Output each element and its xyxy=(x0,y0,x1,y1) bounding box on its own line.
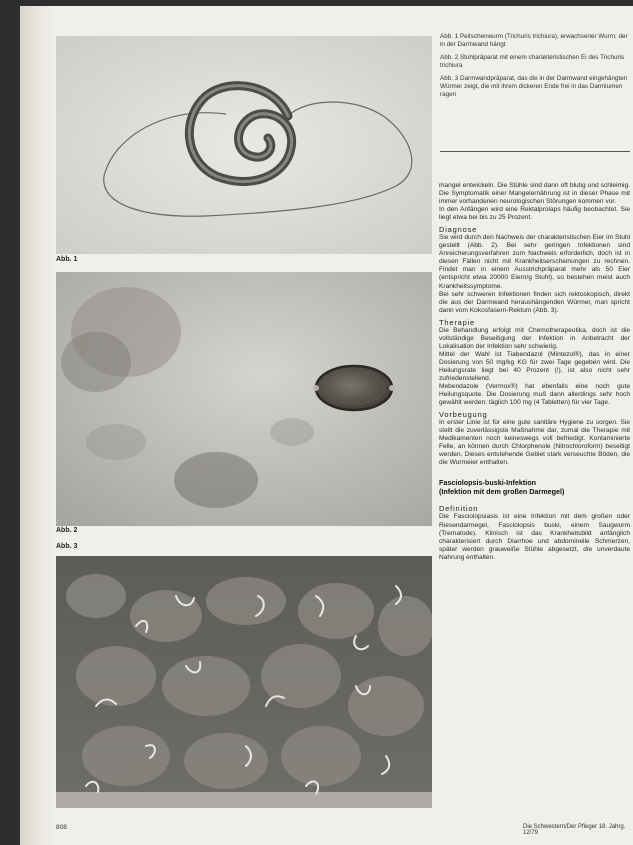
intestinal-wall-photo xyxy=(56,556,432,808)
figure-1-photo xyxy=(56,36,432,254)
whipworm-illustration xyxy=(56,36,432,254)
paragraph: In den Anfängen wird eine Rektalprolaps häufig beobachtet. Sie liegt etwa bei bis zu 25 Prozent. xyxy=(439,206,630,222)
figure-1-label: Abb. 1 xyxy=(56,256,78,263)
journal-footer: Die Schwestern/Der Pfleger 18. Jahrg. 12/79 xyxy=(523,824,626,836)
page-number: 808 xyxy=(56,824,67,831)
paragraph: Mittel der Wahl ist Tiabendazol (Mintezol®), das in einer Dosierung von 50 mg/kg KG für zwei Tage gegeben wird. Die Heilungsrate liegt bei 40 Prozent (!), ist also nicht sehr zufriedenstellend. xyxy=(439,350,630,382)
figure-3-photo xyxy=(56,556,432,808)
section-title: Fasciolopsis-buski-Infektion (Infektion mit dem großen Darmegel) xyxy=(439,478,565,496)
paragraph: Mebendazole (Vermox®) hat ebenfalls eine noch gute Heilungsquote. Die Dosierung muß dann allerdings sehr hoch gewählt werden: täglich 100 mg (4 Tabletten) für vier Tage. xyxy=(439,383,630,407)
figure-2-label: Abb. 2 xyxy=(56,527,78,534)
caption-2: Abb. 2 Stuhlpräparat mit einem charakteristischen Ei des Trichuris trichiura xyxy=(440,54,625,69)
heading-vorbeugung: Vorbeugung xyxy=(439,410,488,420)
figure-2-photo xyxy=(56,272,432,526)
paragraph: Die Fasciolopsiasis ist eine Infektion mit dem großen oder Riesendarmegel, Fasciolopsis buski, einem Saugwurm (Trematode). Klinisch ist das Krankheitsbild anfänglich charakterisiert durch Diarrhoe und abdominelle Schmerzen, später werden grauweiße Stühle abgesetzt, die unverdaute Nahrung enthalten. xyxy=(439,513,630,561)
page-gutter xyxy=(20,6,54,845)
article-column xyxy=(439,182,630,562)
paragraph: mangel entwickeln. Die Stühle sind dann oft blutig und schleimig. Die Symptomatik einer Mangelernährung ist in dieser Phase mit immer vorhandenen neurologischen Störungen kommen vor. xyxy=(439,182,630,206)
figure-3-label: Abb. 3 xyxy=(56,543,78,550)
heading-diagnose: Diagnose xyxy=(439,225,478,235)
paragraph: In erster Linie ist für eine gute sanitäre Hygiene zu sorgen. Sie stellt die zuverlässigste Maßnahme dar, zumal die Therapie mit Medikamenten noch keineswegs voll befriedigt. Kontaminierte Felle, an können durch Chlorphenole (Nitrochloroform) beseitigt werden. Dieses entstehende Gebiet stark verseuchte Böden, die die Wurmeier enthalten. xyxy=(439,419,630,467)
heading-definition: Definition xyxy=(439,504,479,514)
paragraph: Bei sehr schweren Infektionen finden sich rektoskopisch, direkt die aus der Darmwand heraushängenden Würmer, man spricht dann vom Kokosfasern-Rektum (Abb. 3). xyxy=(439,290,630,314)
caption-3: Abb. 3 Darmwandpräparat, das die in der Darmwand eingehängten Würmer zeigt, die mit ihrem dickeren Ende frei in das Darmlumen ragen xyxy=(440,75,628,98)
paragraph: Die Behandlung erfolgt mit Chemotherapeutika, doch ist die vollständige Beseitigung der Infektion in Anbetracht der Lokalisation der Infektion sehr schwierig. xyxy=(439,326,630,350)
egg-micrograph xyxy=(56,272,432,526)
book-page xyxy=(20,6,633,845)
figure-captions xyxy=(440,33,630,104)
heading-therapie: Therapie xyxy=(439,317,476,327)
caption-1: Abb. 1 Peitschenwurm (Trichuris trichiura), erwachsener Wurm; der in der Darmwand hängt xyxy=(440,33,628,48)
paragraph: Sie wird durch den Nachweis der charakteristischen Eier im Stuhl gestellt (Abb. 2). Bei sehr geringen Infektionen sind Anreicherungsverfahren zum Nachweis erforderlich, doch ist in diesen Fällen nicht mit Krankheitserscheinungen zu rechnen. Findet man in einem Ausstrichpräparat mehr als 50 Eier (entspricht etwa 20000 Eiern/g Stuhl), so bestehen meist auch Krankheitssymptome. xyxy=(439,234,630,290)
caption-divider xyxy=(440,151,630,152)
